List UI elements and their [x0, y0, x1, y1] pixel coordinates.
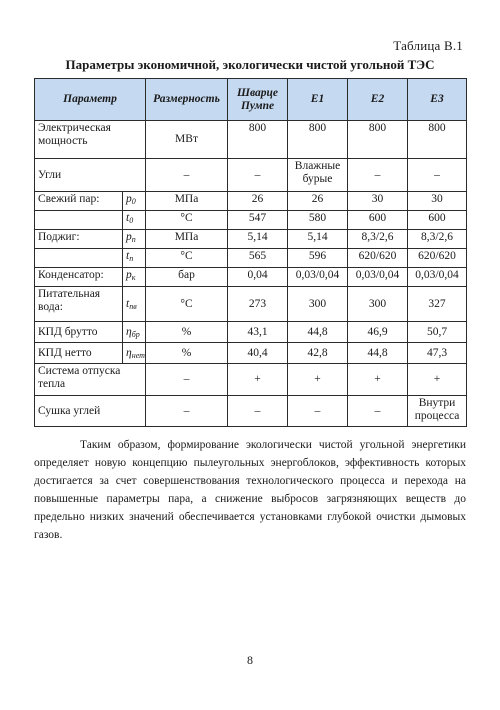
unit-cell: бар [146, 268, 228, 287]
table-row [35, 322, 467, 343]
value-cell: 565 [228, 249, 288, 268]
symbol-cell: $t_{пв}$ [123, 287, 146, 322]
value-cell: 327 [408, 287, 467, 322]
value-cell: 800 [288, 121, 348, 159]
table-row [35, 121, 467, 159]
row-label-empty [35, 211, 123, 230]
value-cell: + [288, 364, 348, 396]
row-label: Сушка углей [35, 396, 146, 427]
unit-cell: % [146, 343, 228, 364]
symbol-cell: $p_п$ [123, 230, 146, 249]
value-cell: 800 [228, 121, 288, 159]
symbol-cell: $t_п$ [123, 249, 146, 268]
value-cell: 800 [408, 121, 467, 159]
value-cell: 8,3/2,6 [348, 230, 408, 249]
value-cell: 5,14 [288, 230, 348, 249]
value-cell: – [228, 396, 288, 427]
unit-cell: – [146, 364, 228, 396]
table-row [35, 211, 467, 230]
table-row [35, 192, 467, 211]
value-cell: 0,03/0,04 [288, 268, 348, 287]
value-cell: 596 [288, 249, 348, 268]
value-cell: + [348, 364, 408, 396]
row-label: Система отпуска тепла [35, 364, 146, 396]
table-row [35, 268, 467, 287]
value-cell: – [348, 159, 408, 192]
value-cell: 44,8 [348, 343, 408, 364]
header-schwarze-pumpe: Шварце Пумпе [228, 79, 288, 121]
unit-cell: МПа [146, 192, 228, 211]
table-row [35, 287, 467, 322]
value-cell: 800 [348, 121, 408, 159]
unit-cell: – [146, 396, 228, 427]
value-cell: – [348, 396, 408, 427]
value-cell: 0,03/0,04 [348, 268, 408, 287]
value-cell: Влажные бурые [288, 159, 348, 192]
value-cell: 600 [408, 211, 467, 230]
value-cell: 26 [288, 192, 348, 211]
symbol-cell: $t_0$ [123, 211, 146, 230]
parameters-table [34, 78, 467, 427]
value-cell: 26 [228, 192, 288, 211]
body-paragraph: Таким образом, формирование экологически чистой угольной энергетики определяет новую концепцию пылеугольных энергоблоков, эффективность которых достигается за счет совершенствования технологического процесса и перехода на повышенные параметры пара, а снижение выбросов загрязняющих веществ до предельно низких значений обеспечивается установками глубокой очистки дымовых газов. [34, 439, 466, 541]
row-label: КПД брутто [35, 322, 123, 343]
symbol-cell: $p_к$ [123, 268, 146, 287]
header-row [35, 79, 467, 121]
table-caption: Параметры экономичной, экологически чистой угольной ТЭС [65, 57, 435, 72]
row-label: КПД нетто [35, 343, 123, 364]
value-cell: 547 [228, 211, 288, 230]
symbol-cell: $p_0$ [123, 192, 146, 211]
value-cell: 580 [288, 211, 348, 230]
unit-cell: °C [146, 211, 228, 230]
value-cell: 0,03/0,04 [408, 268, 467, 287]
symbol-cell: $\eta_{бр}$ [123, 322, 146, 343]
value-cell: 300 [348, 287, 408, 322]
value-cell: 42,8 [288, 343, 348, 364]
header-e3: E3 [408, 79, 467, 121]
page-number: 8 [247, 653, 253, 667]
value-cell: – [228, 159, 288, 192]
value-cell: Внутри процесса [408, 396, 467, 427]
header-parameter: Параметр [35, 79, 146, 121]
table-label: Таблица В.1 [393, 38, 463, 53]
value-cell: + [408, 364, 467, 396]
unit-cell: °C [146, 287, 228, 322]
unit-cell: – [146, 159, 228, 192]
value-cell: 50,7 [408, 322, 467, 343]
unit-cell: МВт [146, 121, 228, 159]
row-label: Питательная вода: [35, 287, 123, 322]
table-row [35, 159, 467, 192]
value-cell: 43,1 [228, 322, 288, 343]
value-cell: 46,9 [348, 322, 408, 343]
table-row [35, 364, 467, 396]
value-cell: 620/620 [408, 249, 467, 268]
row-label: Свежий пар: [35, 192, 123, 211]
value-cell: – [288, 396, 348, 427]
value-cell: 0,04 [228, 268, 288, 287]
table-row [35, 249, 467, 268]
row-label: Угли [35, 159, 146, 192]
table-row [35, 396, 467, 427]
value-cell: 30 [348, 192, 408, 211]
value-cell: 300 [288, 287, 348, 322]
row-label: Поджиг: [35, 230, 123, 249]
value-cell: – [408, 159, 467, 192]
value-cell: 620/620 [348, 249, 408, 268]
value-cell: 40,4 [228, 343, 288, 364]
header-e2: E2 [348, 79, 408, 121]
value-cell: 44,8 [288, 322, 348, 343]
value-cell: 47,3 [408, 343, 467, 364]
unit-cell: °C [146, 249, 228, 268]
value-cell: + [228, 364, 288, 396]
unit-cell: МПа [146, 230, 228, 249]
unit-cell: % [146, 322, 228, 343]
row-label-empty [35, 249, 123, 268]
header-unit: Размерность [146, 79, 228, 121]
header-e1: E1 [288, 79, 348, 121]
value-cell: 600 [348, 211, 408, 230]
table-row [35, 343, 467, 364]
value-cell: 8,3/2,6 [408, 230, 467, 249]
row-label: Электрическая мощность [35, 121, 146, 159]
value-cell: 5,14 [228, 230, 288, 249]
value-cell: 273 [228, 287, 288, 322]
row-label: Конденсатор: [35, 268, 123, 287]
symbol-cell: $\eta_{нет}$ [123, 343, 146, 364]
value-cell: 30 [408, 192, 467, 211]
table-row [35, 230, 467, 249]
